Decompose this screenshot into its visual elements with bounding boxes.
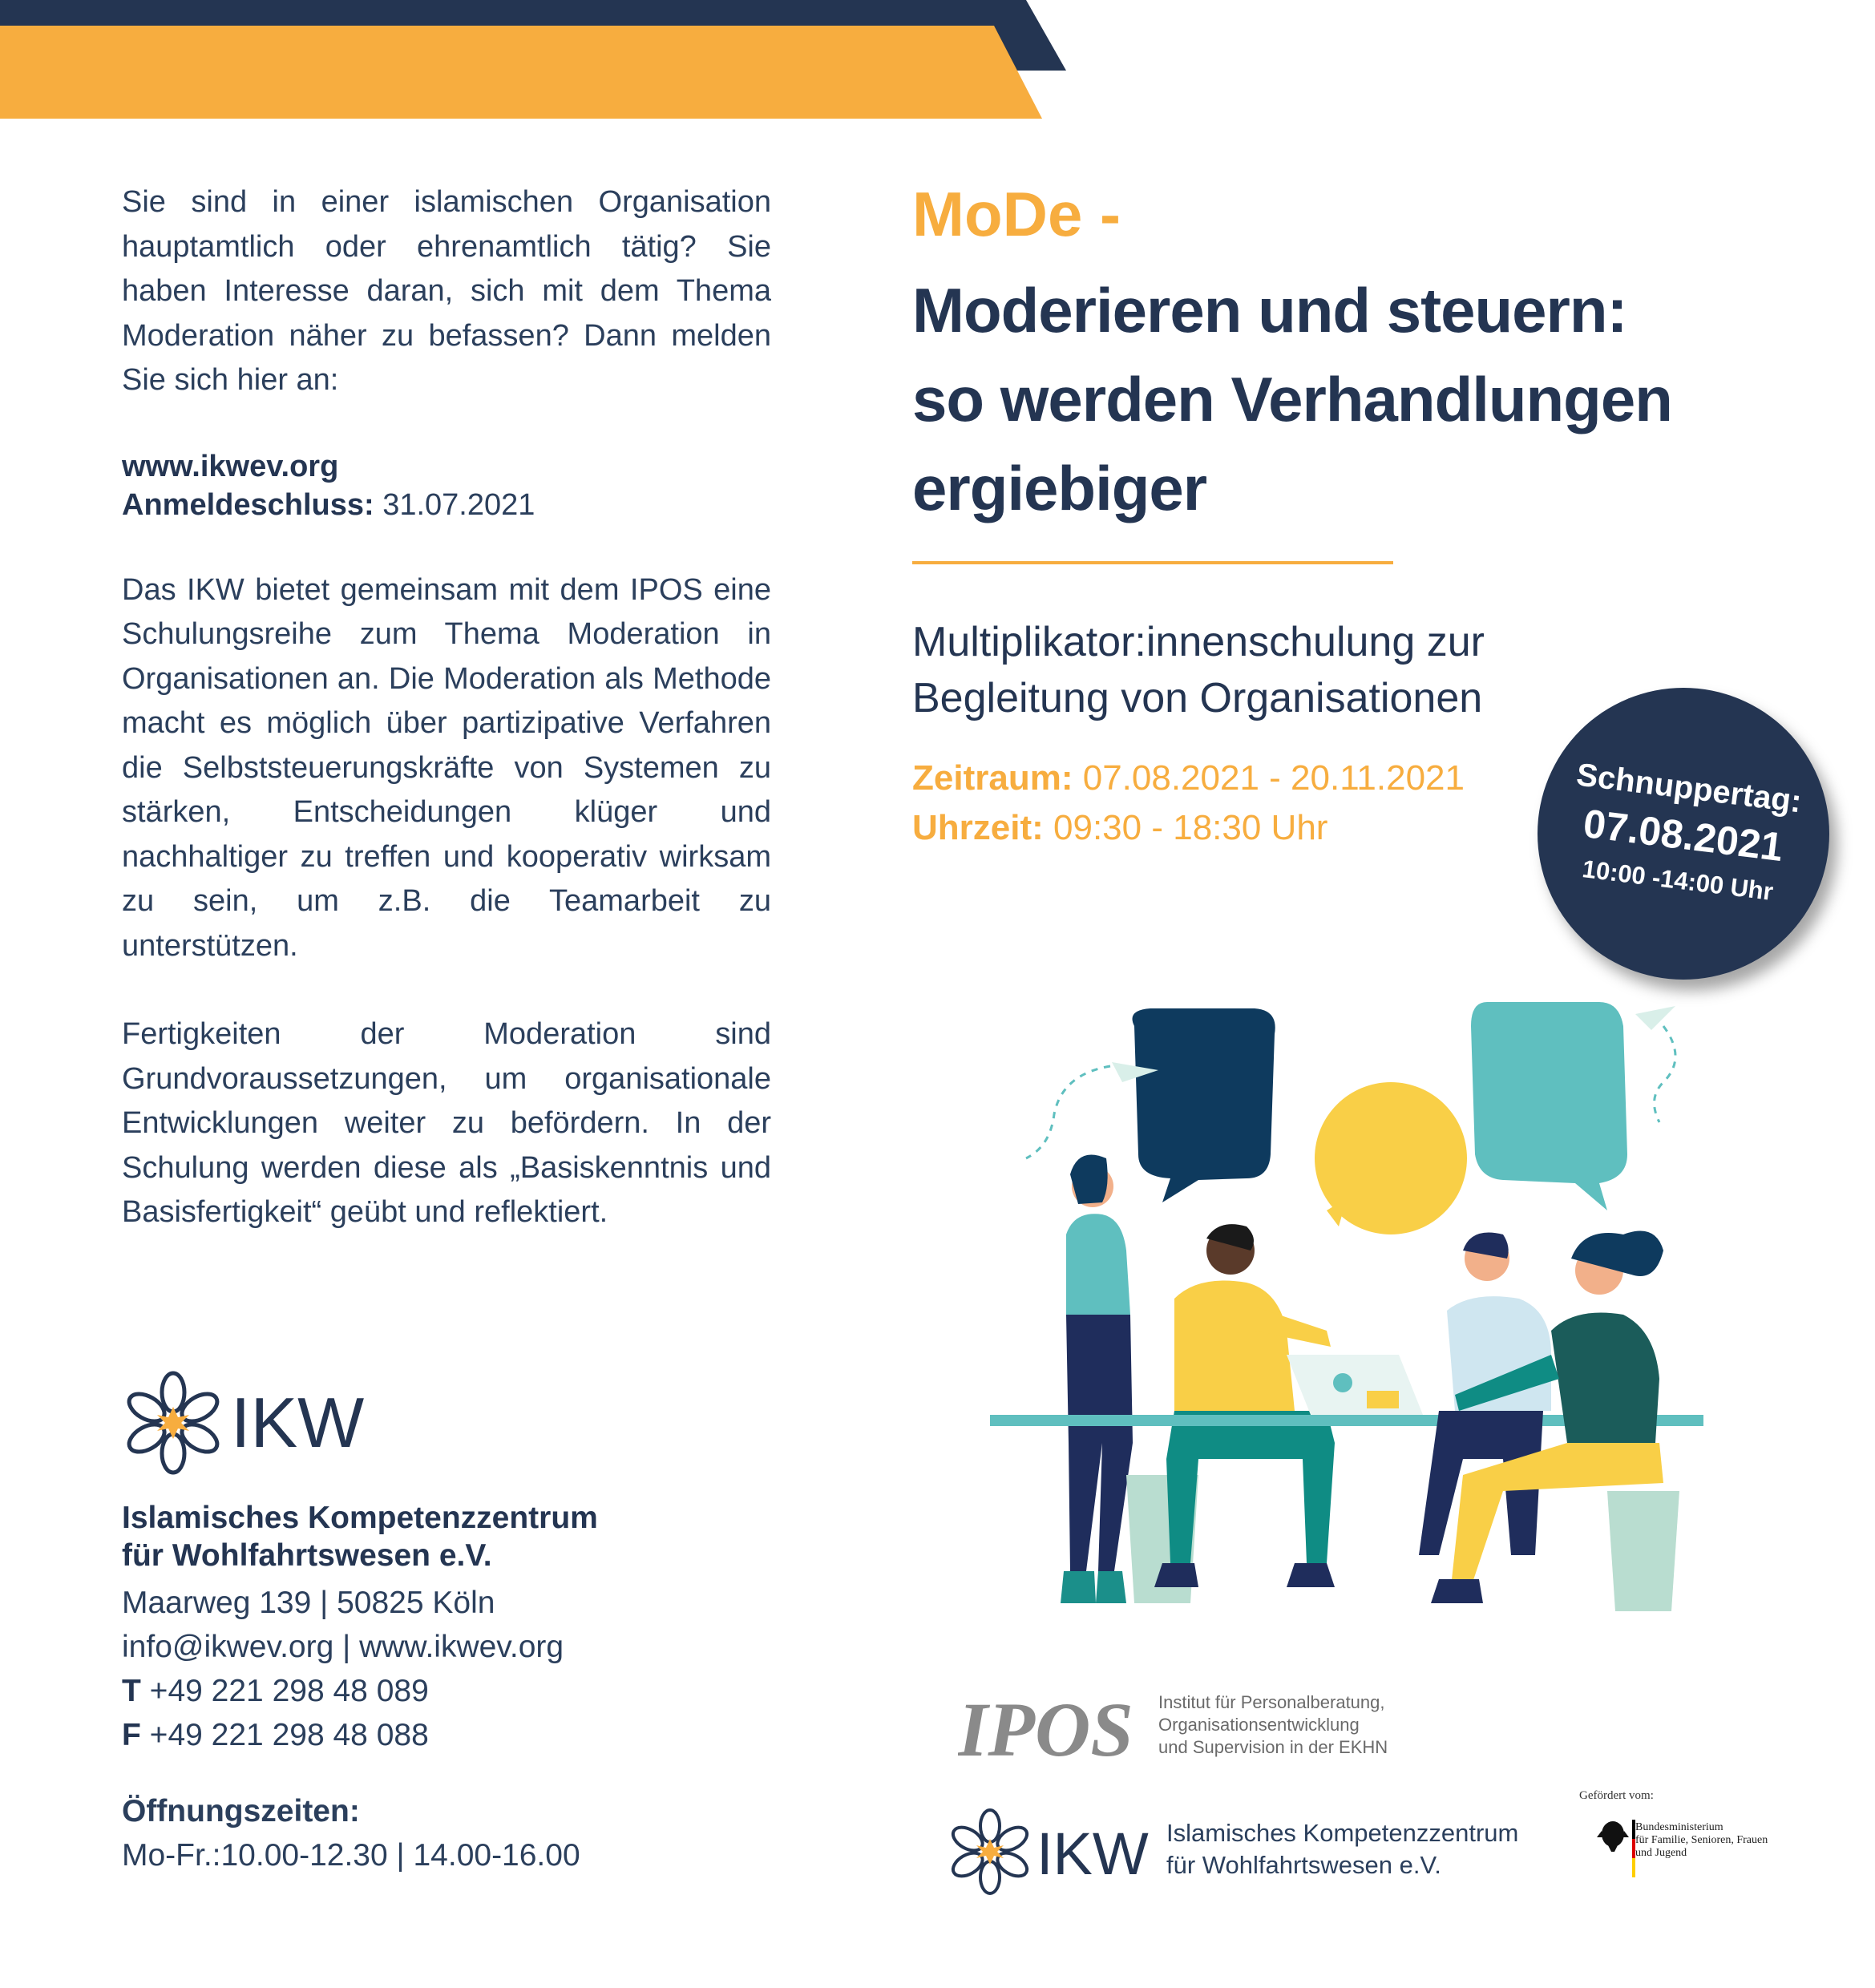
schedule-time xyxy=(912,803,1465,853)
main-title-line2: so werden Verhandlungen xyxy=(912,364,1672,434)
phone-label: T xyxy=(122,1674,141,1708)
intro-text: Sie sind in einer islamischen Organisation hauptamtlich oder ehrenamtlich tätig? Sie haben Interesse daran, sich mit dem Thema Moderation näher zu befassen? Dann melden Sie sich hier an: xyxy=(122,185,771,397)
deadline-label: Anmeldeschluss: xyxy=(122,487,374,522)
badge-time: 10:00 -14:00 Uhr xyxy=(1580,855,1775,907)
subtitle-line2: Begleitung von Organisationen xyxy=(912,675,1483,721)
org-phone xyxy=(122,1669,779,1713)
speech-bubble-teal-icon xyxy=(1471,1002,1627,1210)
team-meeting-illustration xyxy=(990,994,1703,1611)
ikw-partner-line2: für Wohlfahrtswesen e.V. xyxy=(1166,1851,1441,1879)
body-paragraph-1: Das IKW bietet gemeinsam mit dem IPOS eine Schulungsreihe zum Thema Moderation in Organisationen an. Die Moderation als Methode macht es möglich über partizipative Verfahren die Selbststeuerungskräfte von Systemen zu stärken, Entscheidungen klüger und nachhaltiger zu treffen und kooperativ wirksam zu sein, um z.B. die Teamarbeit zu unterstützen. xyxy=(122,572,771,963)
laptop-icon xyxy=(1287,1355,1423,1415)
org-address: Maarweg 139 | 50825 Köln xyxy=(122,1586,495,1620)
speech-bubble-dark-icon xyxy=(1133,1008,1275,1202)
subtitle-line1: Multiplikator:innenschulung zur xyxy=(912,619,1485,665)
badge-text xyxy=(1521,671,1846,996)
ikw-partner-logo-text: IKW xyxy=(1037,1820,1149,1887)
left-column xyxy=(122,180,771,1235)
ministry-line3: und Jugend xyxy=(1635,1847,1687,1859)
ipos-line1: Institut für Personalberatung, xyxy=(1158,1692,1385,1712)
org-email-web[interactable]: info@ikwev.org | www.ikwev.org xyxy=(122,1630,564,1664)
ipos-line3: und Supervision in der EKHN xyxy=(1158,1737,1388,1757)
ikw-logo xyxy=(119,1367,391,1479)
registration-deadline xyxy=(122,486,771,524)
ikw-partner-name xyxy=(1166,1817,1518,1881)
schedule-period xyxy=(912,754,1465,803)
org-name-line2: für Wohlfahrtswesen e.V. xyxy=(122,1538,492,1573)
ipos-line2: Organisationsentwicklung xyxy=(1158,1715,1360,1735)
ministry-name xyxy=(1635,1821,1796,1860)
subtitle xyxy=(912,614,1634,726)
badge-label: Schnuppertag: xyxy=(1574,757,1804,820)
phone-number: +49 221 298 48 089 xyxy=(149,1674,429,1708)
main-title-line1: Moderieren und steuern: xyxy=(912,275,1627,345)
period-value: 07.08.2021 - 20.11.2021 xyxy=(1082,758,1465,798)
opening-hours: Mo-Fr.:10.00-12.30 | 14.00-16.00 xyxy=(122,1838,580,1873)
schedule xyxy=(912,754,1465,853)
ikw-logo-text: IKW xyxy=(231,1383,365,1462)
ministry-line2: für Familie, Senioren, Frauen xyxy=(1635,1834,1768,1846)
paper-plane-icon-2 xyxy=(1635,1006,1675,1030)
ikw-flower-icon xyxy=(119,1367,391,1479)
top-banner xyxy=(0,0,1074,120)
time-label: Uhrzeit: xyxy=(912,808,1044,847)
org-fax xyxy=(122,1713,779,1757)
mode-title: MoDe - xyxy=(912,179,1121,249)
ipos-description xyxy=(1158,1691,1388,1759)
ikw-partner-logo xyxy=(942,1804,1182,1900)
registration-website[interactable]: www.ikwev.org xyxy=(122,449,339,483)
ikw-partner-line1: Islamisches Kompetenzzentrum xyxy=(1166,1819,1519,1847)
period-label: Zeitraum: xyxy=(912,758,1073,798)
badge-date: 07.08.2021 xyxy=(1581,800,1786,871)
org-name-line1: Islamisches Kompetenzzentrum xyxy=(122,1501,598,1535)
time-value: 09:30 - 18:30 Uhr xyxy=(1053,808,1328,847)
title-divider xyxy=(912,561,1393,564)
ministry-line1: Bundesministerium xyxy=(1635,1821,1723,1833)
deadline-value: 31.07.2021 xyxy=(382,487,535,522)
ipos-logo xyxy=(958,1679,1158,1776)
federal-eagle-icon xyxy=(1597,1821,1629,1852)
fax-number: +49 221 298 48 088 xyxy=(149,1718,429,1752)
opening-hours-label: Öffnungszeiten: xyxy=(122,1794,360,1828)
trial-day-badge xyxy=(1538,688,1829,980)
org-info xyxy=(122,1499,779,1877)
main-title xyxy=(912,266,1826,533)
ipos-logo-text: IPOS xyxy=(958,1687,1133,1772)
main-title-line3: ergiebiger xyxy=(912,453,1207,523)
fax-label: F xyxy=(122,1718,141,1752)
body-paragraph-2: Fertigkeiten der Moderation sind Grundvoraussetzungen, um organisationale Entwicklungen weiter zu befördern. In der Schulung werden diese als „Basiskenntnis und Basisfertigkeit“ geübt und reflektiert. xyxy=(122,1017,771,1229)
funded-by-label: Gefördert vom: xyxy=(1579,1789,1654,1802)
